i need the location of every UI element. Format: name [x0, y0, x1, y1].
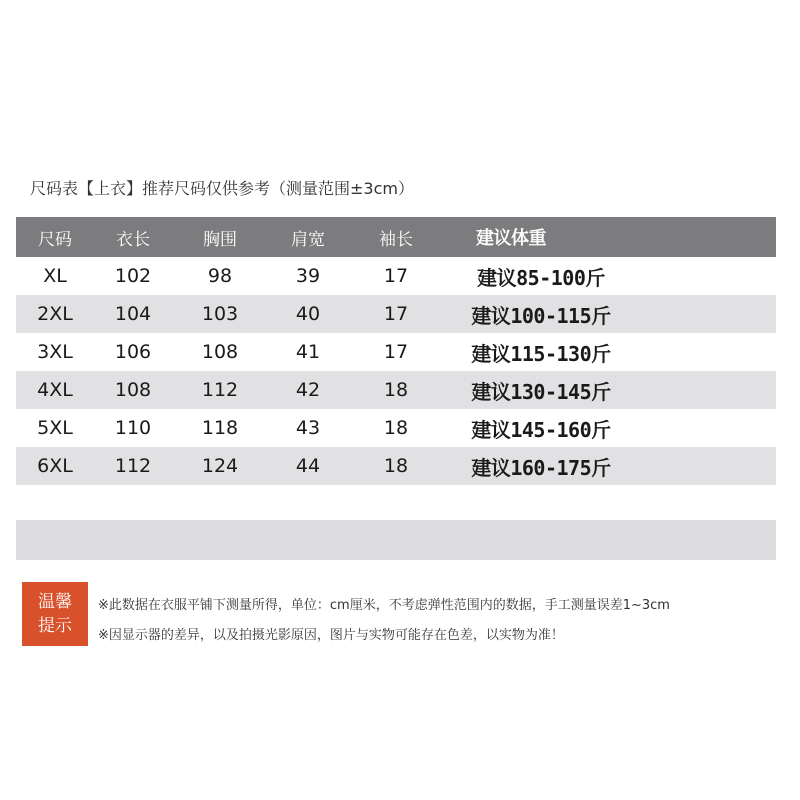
cell-chest: 98	[207, 265, 233, 287]
cell-sleeve: 17	[383, 303, 409, 325]
cell-length: 110	[114, 417, 152, 439]
cell-weight: 建议115-130斤	[471, 341, 611, 366]
cell-weight: 建议100-115斤	[471, 303, 611, 328]
separator-bar	[16, 520, 776, 560]
cell-shoulder: 41	[295, 341, 321, 363]
header-chest: 胸围	[203, 229, 237, 250]
cell-shoulder: 44	[295, 455, 321, 477]
cell-chest: 112	[201, 379, 239, 401]
notice-badge-line2: 提示	[38, 616, 72, 636]
notice-badge	[22, 582, 88, 646]
cell-size: 2XL	[37, 303, 73, 325]
cell-size: 4XL	[37, 379, 73, 401]
header-weight: 建议体重	[476, 228, 546, 249]
cell-size: 3XL	[37, 341, 73, 363]
table-row	[16, 295, 776, 333]
header-size: 尺码	[38, 229, 72, 250]
cell-sleeve: 17	[383, 341, 409, 363]
size-chart-caption: 尺码表【上衣】推荐尺码仅供参考（测量范围±3cm）	[30, 179, 414, 198]
cell-length: 106	[114, 341, 152, 363]
table-header	[16, 217, 776, 257]
cell-sleeve: 18	[383, 379, 409, 401]
cell-size: 5XL	[37, 417, 73, 439]
cell-weight: 建议130-145斤	[471, 379, 611, 404]
cell-chest: 124	[201, 455, 239, 477]
table-row	[16, 409, 776, 447]
notice-line-1: ※此数据在衣服平铺下测量所得，单位：cm厘米，不考虑弹性范围内的数据，手工测量误差1~3cm	[98, 598, 670, 613]
table-row	[16, 257, 776, 295]
notice-badge-line1: 温馨	[38, 592, 72, 612]
header-sleeve: 袖长	[379, 229, 413, 250]
cell-sleeve: 18	[383, 417, 409, 439]
table-row	[16, 333, 776, 371]
size-table	[16, 217, 776, 485]
table-row	[16, 371, 776, 409]
cell-size: 6XL	[37, 455, 73, 477]
cell-length: 102	[114, 265, 152, 287]
cell-chest: 108	[201, 341, 239, 363]
cell-shoulder: 39	[295, 265, 321, 287]
cell-weight: 建议145-160斤	[471, 417, 611, 442]
notice-line-2: ※因显示器的差异，以及拍摄光影原因，图片与实物可能存在色差，以实物为准！	[98, 628, 564, 643]
cell-shoulder: 40	[295, 303, 321, 325]
cell-sleeve: 18	[383, 455, 409, 477]
cell-sleeve: 17	[383, 265, 409, 287]
cell-weight: 建议160-175斤	[471, 455, 611, 480]
cell-weight: 建议85-100斤	[477, 265, 605, 290]
header-length: 衣长	[116, 229, 150, 250]
table-row	[16, 447, 776, 485]
cell-shoulder: 42	[295, 379, 321, 401]
cell-chest: 103	[201, 303, 239, 325]
cell-length: 108	[114, 379, 152, 401]
cell-shoulder: 43	[295, 417, 321, 439]
cell-chest: 118	[201, 417, 239, 439]
header-shoulder: 肩宽	[291, 229, 325, 250]
cell-size: XL	[43, 265, 67, 287]
cell-length: 104	[114, 303, 152, 325]
cell-length: 112	[114, 455, 152, 477]
